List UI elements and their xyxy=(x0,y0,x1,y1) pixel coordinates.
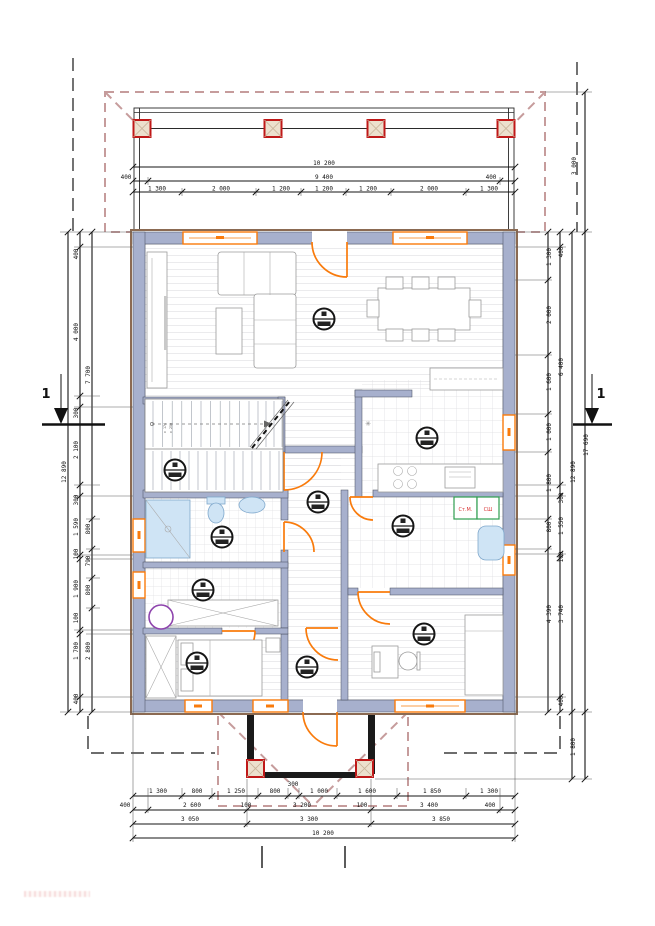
dim-label: 9 400 xyxy=(314,174,334,181)
dim-label: 790 xyxy=(85,555,92,567)
office-chair xyxy=(399,652,420,670)
dim-label: 100 xyxy=(240,802,252,809)
dim-label: 12 890 xyxy=(61,461,68,483)
dim-label: 800 xyxy=(546,521,553,533)
section-marker-right xyxy=(573,374,612,425)
dim-label: 100 xyxy=(356,802,368,809)
terrace xyxy=(134,108,515,232)
dim-label: 1 850 xyxy=(422,788,442,795)
door-swing xyxy=(303,712,337,746)
wardrobe xyxy=(146,636,176,698)
dim-label: 400 xyxy=(558,695,565,707)
column-icon xyxy=(247,760,264,777)
dimensions-right xyxy=(546,157,590,756)
dim-label: 1 200 xyxy=(358,185,378,193)
dim-label: 3 850 xyxy=(431,816,451,823)
dim-label: 1 300 xyxy=(546,247,553,267)
appliance-drying-cabinet xyxy=(477,497,499,519)
dim-label: 4 390 xyxy=(546,604,553,624)
dim-label: 300 xyxy=(287,781,299,788)
window xyxy=(183,232,257,244)
dim-label: 1 600 xyxy=(546,372,553,392)
desk xyxy=(372,646,398,678)
room-number-badge xyxy=(165,460,186,481)
coffee-table xyxy=(216,308,242,354)
dim-label: 400 xyxy=(484,802,496,809)
section-arrow-icon xyxy=(585,408,599,424)
window xyxy=(395,700,465,712)
column-icon xyxy=(368,120,385,137)
dim-label: 1 600 xyxy=(357,788,377,795)
window xyxy=(393,232,467,244)
watermark xyxy=(24,891,90,897)
room-number-badge xyxy=(297,657,318,678)
section-label: 1 xyxy=(596,387,606,402)
dim-label: 800 xyxy=(85,523,92,535)
dim-label: 2 000 xyxy=(211,185,231,193)
section-arrow-icon xyxy=(54,408,68,424)
window xyxy=(503,415,515,450)
room-number-badge xyxy=(393,516,414,537)
dimensions-left xyxy=(61,248,92,704)
dim-label: 3 200 xyxy=(292,802,312,809)
dim-label: 100 xyxy=(558,551,565,563)
dim-label: 1 900 xyxy=(73,579,80,599)
dim-label: 1 300 xyxy=(479,185,499,193)
stair-riser-note: x 174 xyxy=(163,422,167,434)
office-bed xyxy=(465,615,503,695)
dim-label: 1 200 xyxy=(271,185,291,193)
dim-label: 400 xyxy=(119,802,131,809)
dim-label: 100 xyxy=(73,548,80,560)
dim-label: 400 xyxy=(73,693,80,705)
dimensions-bottom xyxy=(120,781,499,837)
dim-label: 2 000 xyxy=(419,185,439,193)
porch xyxy=(247,712,375,778)
dim-label: 800 xyxy=(85,584,92,596)
dim-label: 2 800 xyxy=(85,641,92,661)
dim-label: 2 600 xyxy=(182,802,202,809)
window xyxy=(503,545,515,575)
nightstand xyxy=(266,638,280,652)
sink xyxy=(239,497,265,513)
room-number-badge xyxy=(187,653,208,674)
dim-label: 300 xyxy=(73,494,80,506)
window xyxy=(133,572,145,598)
dim-label: 300 xyxy=(558,492,565,504)
dim-label: 1 700 xyxy=(73,641,80,661)
dim-label: 1 800 xyxy=(570,737,577,757)
dim-label: 10 200 xyxy=(312,830,334,837)
laundry-counter xyxy=(168,600,278,626)
dim-label: 3 400 xyxy=(419,802,439,809)
boiler xyxy=(149,605,173,629)
room-number-badge xyxy=(212,527,233,548)
dim-label: 1 300 xyxy=(148,788,168,795)
dim-label: 400 xyxy=(558,246,565,258)
tv-cabinet xyxy=(147,252,167,388)
column-icon xyxy=(265,120,282,137)
room-number-badge xyxy=(308,492,329,513)
dim-label: 1 590 xyxy=(73,517,80,537)
dim-label: 400 xyxy=(485,174,497,181)
dim-label: 7 700 xyxy=(85,365,92,385)
window xyxy=(253,700,288,712)
dim-label: 2 000 xyxy=(546,305,553,325)
laundry-sink xyxy=(478,526,504,560)
svg-text:СШ: СШ xyxy=(483,507,493,513)
dim-label: 4 000 xyxy=(73,322,80,342)
dim-label: 1 200 xyxy=(314,185,334,193)
dim-label: 12 890 xyxy=(570,461,577,483)
column-icon xyxy=(356,760,373,777)
room-number-badge xyxy=(417,428,438,449)
window xyxy=(133,519,145,552)
dim-label: 1 000 xyxy=(546,422,553,442)
window xyxy=(185,700,212,712)
dim-label: 1 250 xyxy=(226,788,246,795)
dim-label: 1 300 xyxy=(479,788,499,795)
shower xyxy=(146,500,190,558)
svg-text:Ст.М.: Ст.М. xyxy=(458,507,473,513)
dim-label: 400 xyxy=(120,174,132,181)
dim-label: 6 400 xyxy=(558,357,565,377)
room-number-badge xyxy=(193,580,214,601)
dim-label: 17 690 xyxy=(583,434,590,456)
room-number-badge xyxy=(314,309,335,330)
dim-label: 100 xyxy=(73,612,80,624)
dim-label: 10 200 xyxy=(313,160,335,167)
dim-label: 2 100 xyxy=(73,440,80,460)
toilet xyxy=(207,497,225,523)
dim-label: 3 000 xyxy=(571,156,578,176)
appliance-washing-machine xyxy=(454,497,477,519)
dim-label: 3 050 xyxy=(180,816,200,823)
column-icon xyxy=(134,120,151,137)
dim-label: 1 550 xyxy=(558,516,565,536)
room-number-badge xyxy=(414,624,435,645)
fridge-snowflake-icon: ✳ xyxy=(365,420,371,428)
dim-label: 1 300 xyxy=(147,185,167,193)
column-icon xyxy=(498,120,515,137)
dim-label: 1 000 xyxy=(309,788,329,795)
stair-tread-note: x 250 xyxy=(169,422,173,434)
dim-label: 300 xyxy=(73,407,80,419)
dim-label: 1 800 xyxy=(546,473,553,493)
dim-label: 400 xyxy=(73,248,80,260)
section-label: 1 xyxy=(41,387,51,402)
dim-label: 800 xyxy=(191,788,203,795)
dim-label: 3 740 xyxy=(558,604,565,624)
dim-label: 3 300 xyxy=(299,816,319,823)
dim-label: 800 xyxy=(269,788,281,795)
